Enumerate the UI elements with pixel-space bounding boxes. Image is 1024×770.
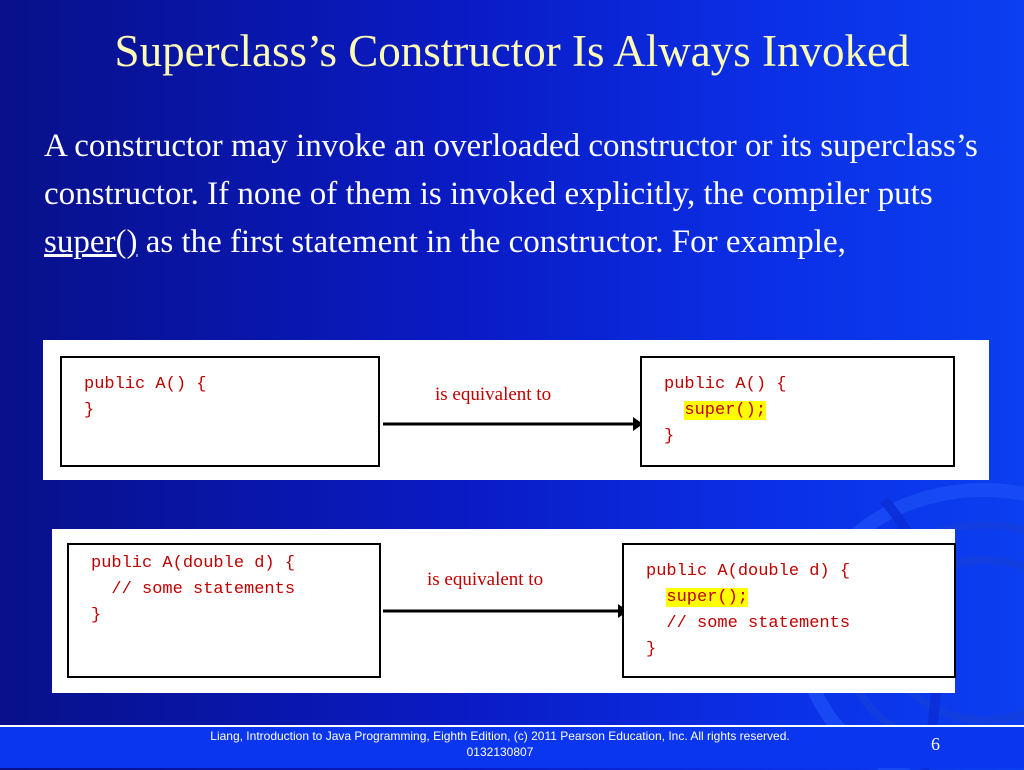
- super-call-link: super(): [44, 224, 138, 260]
- footer-bar: [0, 725, 1024, 768]
- code-line: public A() {: [664, 375, 787, 394]
- super-call-highlight: super();: [684, 401, 767, 420]
- code-line-indent: [664, 398, 953, 424]
- code-line: public A(double d) {: [91, 554, 296, 573]
- intro-paragraph: [44, 122, 994, 266]
- example-panel-1: [43, 340, 989, 480]
- code-box-equivalent: [622, 543, 956, 678]
- equivalence-label: is equivalent to: [427, 569, 544, 590]
- comment-text: // some statements: [111, 580, 296, 599]
- code-line: }: [664, 427, 675, 446]
- example-panel-2: [52, 529, 955, 693]
- arrow-right-icon: [383, 414, 643, 434]
- page-number: 6: [931, 734, 940, 754]
- paragraph-text-before: A constructor may invoke an overloaded constructor or its superclass’s constructor. If none of them is invoked explicitly, the compiler puts: [44, 128, 978, 212]
- comment-text: // some statements: [666, 614, 851, 633]
- arrow-right-icon: [383, 601, 628, 621]
- code-line: }: [646, 640, 657, 659]
- footer-citation: Liang, Introduction to Java Programming, Eighth Edition, (c) 2011 Pearson Education, Inc. All rights reserved. 0132130807: [210, 729, 790, 759]
- equivalence-label: is equivalent to: [435, 384, 552, 405]
- code-line: }: [84, 401, 95, 420]
- code-line-indent: [646, 611, 954, 637]
- code-line: public A(double d) {: [646, 562, 851, 581]
- paragraph-text-after: as the first statement in the constructor. For example,: [137, 224, 846, 260]
- footer-divider: [0, 725, 1024, 727]
- slide-title: Superclass’s Constructor Is Always Invoked: [114, 26, 910, 76]
- code-box-original: [67, 543, 381, 678]
- super-call-highlight: super();: [666, 588, 749, 607]
- code-line-indent: [91, 577, 379, 603]
- code-line-indent: [646, 585, 954, 611]
- code-line: public A() {: [84, 375, 207, 394]
- code-line: }: [91, 606, 102, 625]
- code-box-equivalent: [640, 356, 955, 467]
- code-box-original: [60, 356, 380, 467]
